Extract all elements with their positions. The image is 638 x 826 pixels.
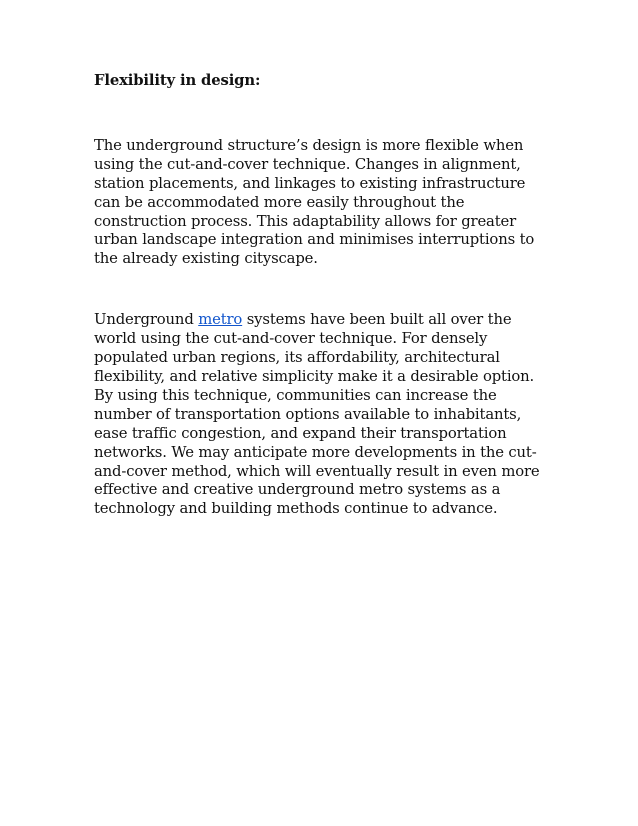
paragraph-flexibility: The underground structure’s design is more flexible when using the cut-and-cover technique. Changes in alignment, station placements, and linkages to existing infrastructure can be accommodated more easily throughout the construction process. This adaptability allows for greater urban landscape integration and minimises interruptions to the already existing cityscape. xyxy=(94,136,535,268)
paragraph-text-after-link: systems have been built all over the world using the cut-and-cover technique. For densely populated urban regions, its affordability, architectural flexibility, and relative simplicity make it a desirable option. By using this technique, communities can increase the number of transportation options available to inhabitants, ease traffic congestion, and expand their transportation networks. We may anticipate more developments in the cut-and-cover method, which will eventually result in even more effective and creative underground metro systems as a technology and building methods continue to advance. xyxy=(94,311,540,518)
paragraph-metro-systems xyxy=(94,311,549,519)
document-page xyxy=(94,72,549,519)
section-heading: Flexibility in design: xyxy=(94,72,261,89)
metro-link[interactable]: metro xyxy=(198,311,243,329)
paragraph-text-before-link: Underground xyxy=(94,311,199,329)
